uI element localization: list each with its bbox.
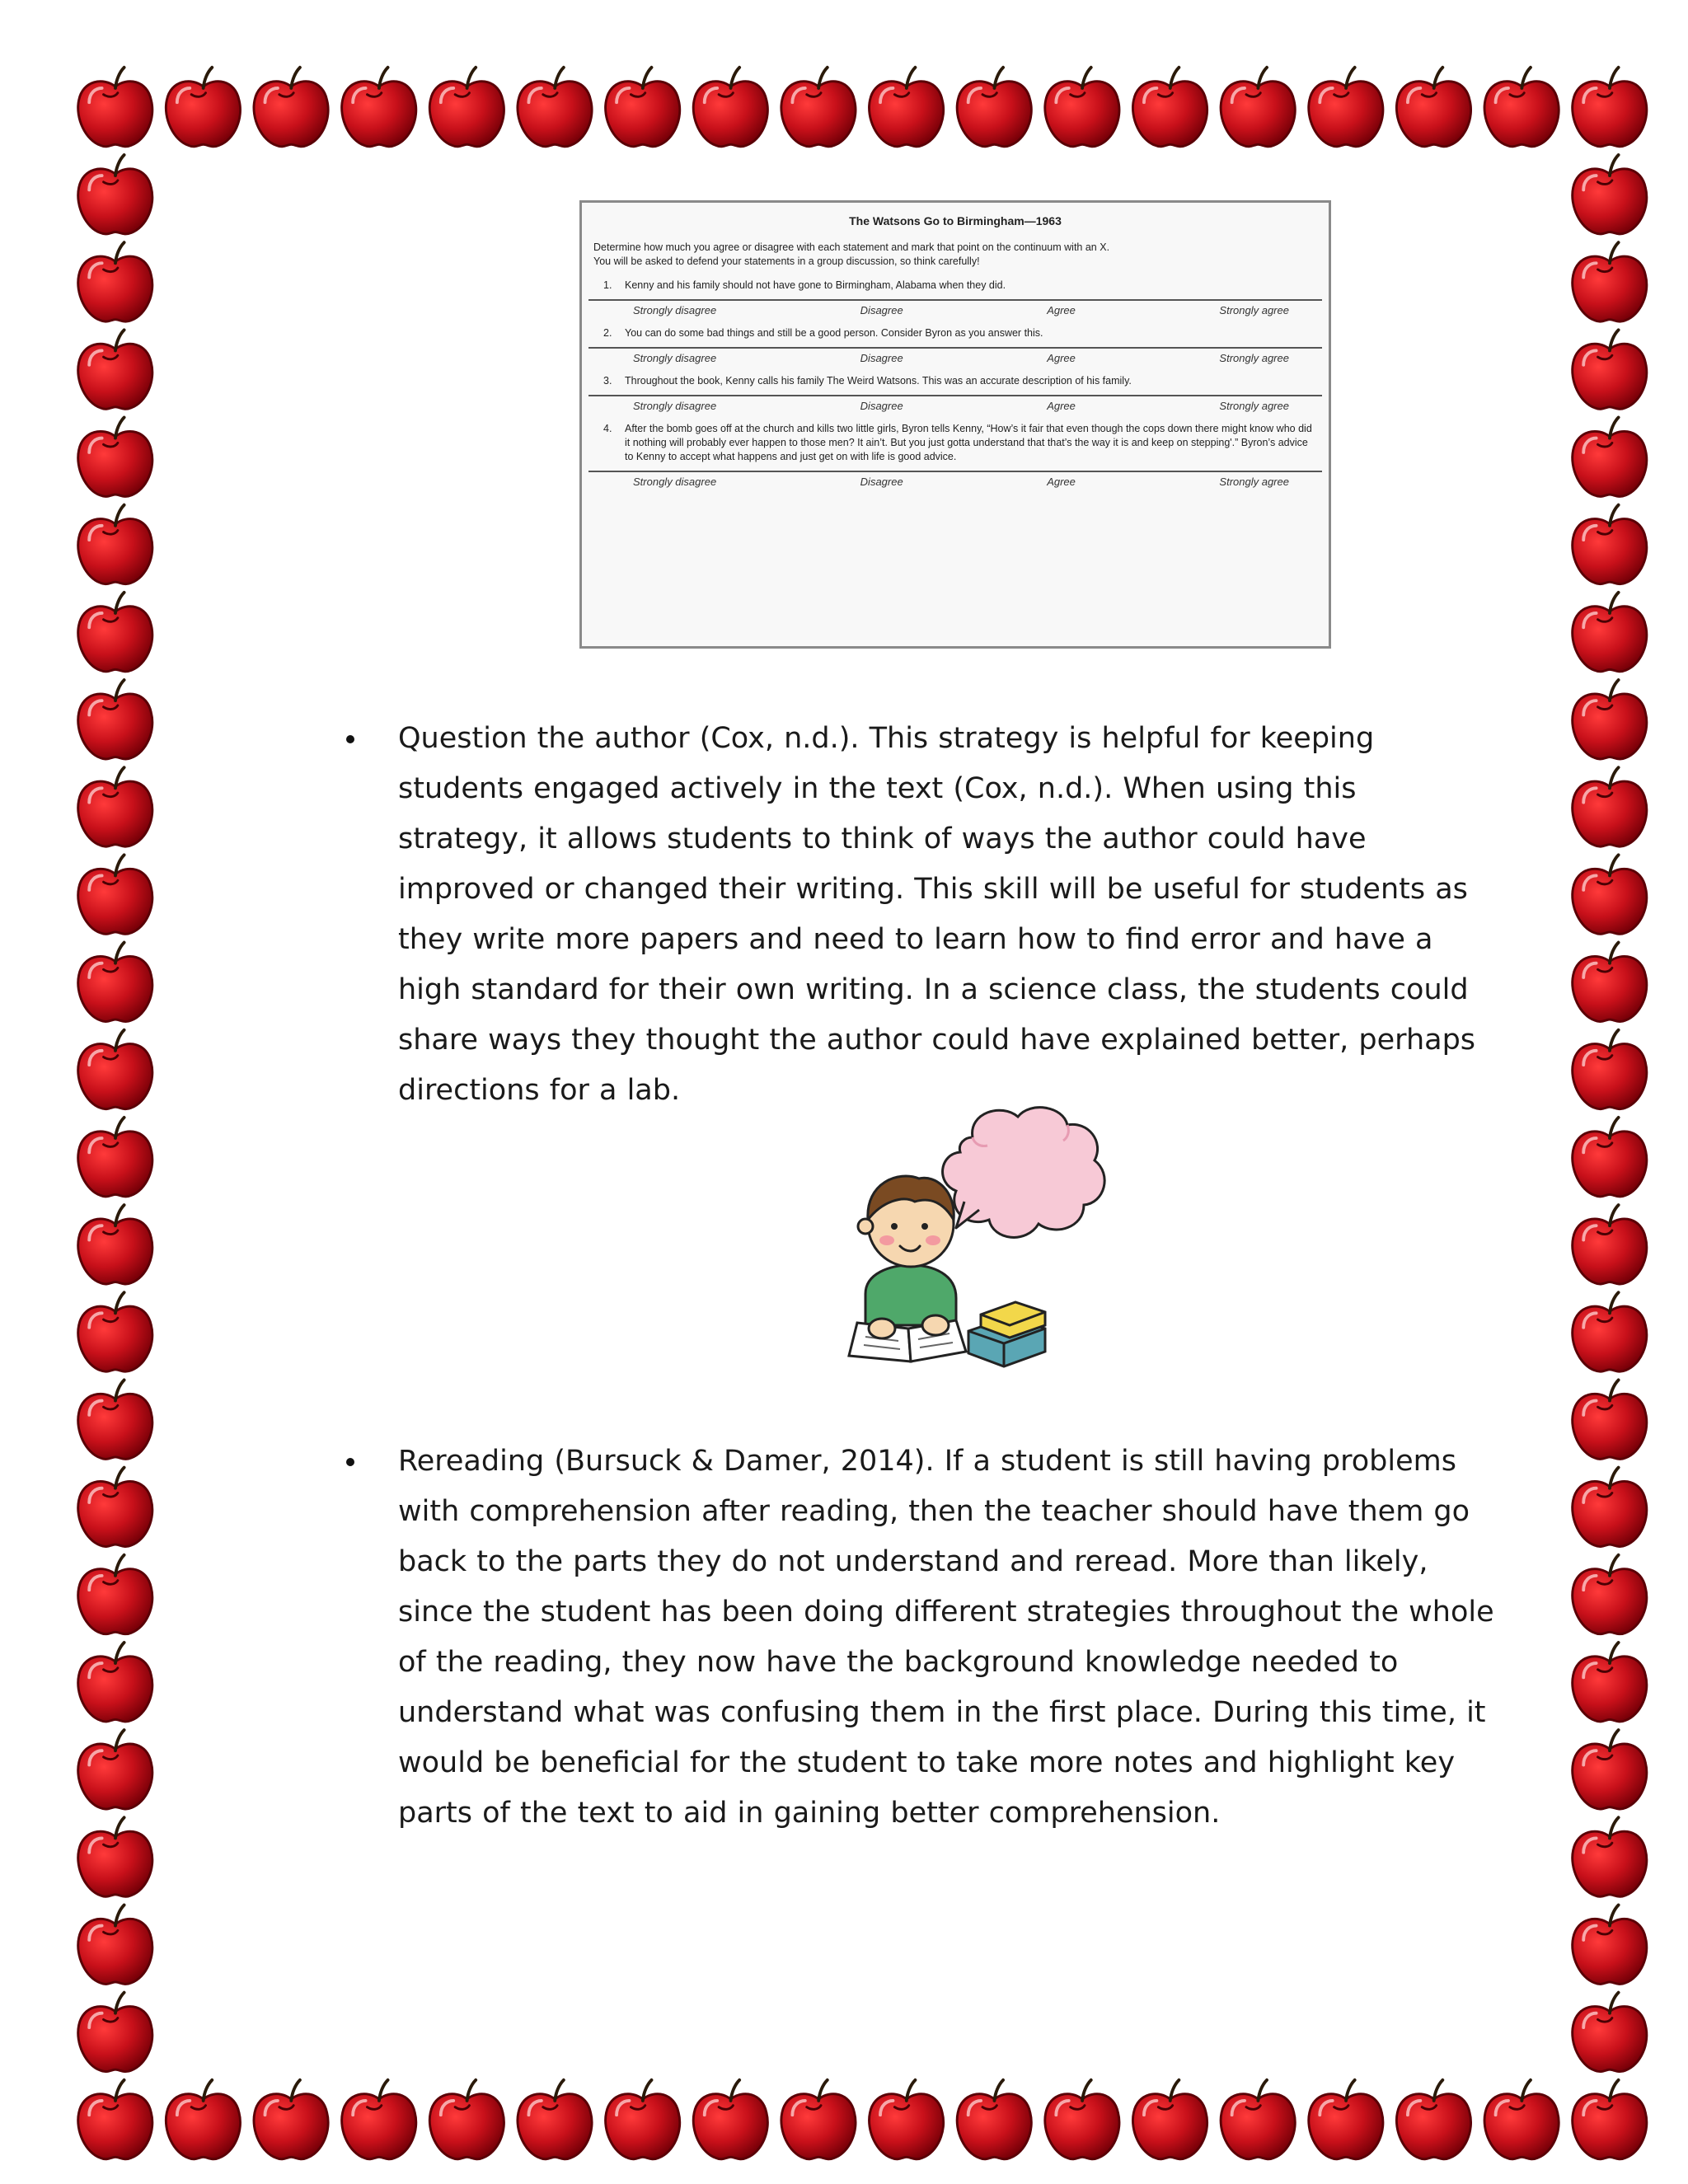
apple-icon — [1573, 1643, 1647, 1722]
question-text: Throughout the book, Kenny calls his family The Weird Watsons. This was an accurate description of his family. — [625, 375, 1132, 387]
scale-disagree: Disagree — [860, 400, 903, 412]
scale-strongly-agree: Strongly agree — [1219, 304, 1289, 316]
apple-icon — [254, 68, 328, 147]
question-number: 4. — [603, 423, 612, 434]
apple-icon — [78, 68, 152, 147]
apple-icon — [1396, 68, 1470, 147]
apple-icon — [781, 2080, 856, 2159]
apple-icon — [518, 2080, 592, 2159]
apple-icon — [342, 2080, 416, 2159]
apple-icon — [1573, 242, 1647, 321]
apple-icon — [1221, 68, 1295, 147]
agreement-scale — [588, 395, 1322, 412]
question-text: You can do some bad things and still be a good person. Consider Byron as you answer this. — [625, 327, 1043, 339]
worksheet-title: The Watsons Go to Birmingham—1963 — [849, 214, 1062, 227]
scale-strongly-disagree: Strongly disagree — [633, 304, 717, 316]
apple-icon — [1396, 2080, 1470, 2159]
apple-icon — [78, 593, 152, 672]
bullet-paragraph: Question the author (Cox, n.d.). This strategy is helpful for keeping students engaged actively in the text (Cox, n.d.). When using this strategy, it allows students to think of ways the author could have improved or changed their writing. This skill will be useful for students as they write more papers and need to learn how to find error and have a high standard for their own writing. In a science class, the students could share ways they thought the author could have explained better, perhaps directions for a lab. — [398, 722, 1476, 1107]
bullet-icon — [346, 1458, 354, 1466]
scale-agree: Agree — [1047, 476, 1076, 488]
apple-icon — [1132, 68, 1207, 147]
apple-icon — [1573, 593, 1647, 672]
apple-icon — [957, 68, 1031, 147]
apple-icon — [1573, 155, 1647, 234]
question-text: Kenny and his family should not have gone to Birmingham, Alabama when they did. — [625, 279, 1006, 291]
worksheet-question — [593, 279, 1317, 293]
apple-icon — [166, 68, 240, 147]
apple-icon — [1573, 1817, 1647, 1896]
worksheet-instruction-line: Determine how much you agree or disagree with each statement and mark that point on the continuum with an X. — [593, 241, 1110, 253]
apple-icon — [1573, 1555, 1647, 1634]
apple-icon — [78, 2080, 152, 2159]
apple-icon — [1045, 68, 1119, 147]
apple-icon — [693, 2080, 767, 2159]
question-number: 3. — [603, 375, 612, 387]
scale-strongly-disagree: Strongly disagree — [633, 400, 717, 412]
apple-icon — [78, 1730, 152, 1809]
apple-icon — [1484, 2080, 1559, 2159]
agreement-scale — [588, 299, 1322, 316]
apple-icon — [1132, 2080, 1207, 2159]
apple-icon — [1573, 68, 1647, 147]
apple-icon — [1573, 1905, 1647, 1985]
apple-icon — [78, 1555, 152, 1634]
apple-icon — [781, 68, 856, 147]
bullet-rereading — [346, 1436, 1500, 1839]
worksheet-question — [593, 326, 1317, 340]
apple-icon — [1573, 1030, 1647, 1109]
apple-icon — [1573, 1292, 1647, 1371]
apple-icon — [1573, 1993, 1647, 2072]
scale-strongly-disagree: Strongly disagree — [633, 476, 717, 488]
apple-icon — [1573, 1205, 1647, 1284]
apple-icon — [1573, 418, 1647, 497]
worksheet-image — [579, 200, 1331, 649]
apple-icon — [78, 1905, 152, 1985]
apple-icon — [78, 1468, 152, 1547]
scale-strongly-agree: Strongly agree — [1219, 400, 1289, 412]
apple-icon — [78, 1205, 152, 1284]
apple-icon — [606, 68, 680, 147]
apple-icon — [78, 943, 152, 1022]
apple-icon — [78, 330, 152, 409]
apple-icon — [1573, 2080, 1647, 2159]
apple-icon — [870, 68, 944, 147]
scale-agree: Agree — [1047, 400, 1076, 412]
apple-icon — [870, 2080, 944, 2159]
worksheet-question — [593, 374, 1317, 388]
apple-icon — [166, 2080, 240, 2159]
apple-icon — [1573, 855, 1647, 934]
apple-icon — [78, 418, 152, 497]
apple-icon — [78, 505, 152, 584]
apple-icon — [1484, 68, 1559, 147]
apple-icon — [342, 68, 416, 147]
apple-icon — [78, 1030, 152, 1109]
apple-icon — [1309, 2080, 1383, 2159]
apple-icon — [1045, 2080, 1119, 2159]
apple-icon — [254, 2080, 328, 2159]
scale-agree: Agree — [1047, 352, 1076, 364]
apple-icon — [78, 680, 152, 759]
question-number: 1. — [603, 279, 612, 291]
apple-icon — [693, 68, 767, 147]
thought-bubble-icon — [943, 1108, 1105, 1238]
apple-icon — [78, 1292, 152, 1371]
boy-icon — [849, 1176, 966, 1361]
apple-icon — [1573, 1380, 1647, 1459]
scale-strongly-disagree: Strongly disagree — [633, 352, 717, 364]
bullet-question-the-author — [346, 714, 1500, 1116]
apple-icon — [78, 767, 152, 846]
apple-icon — [1573, 680, 1647, 759]
apple-icon — [78, 1817, 152, 1896]
scale-disagree: Disagree — [860, 352, 903, 364]
apple-icon — [1221, 2080, 1295, 2159]
apple-icon — [1573, 767, 1647, 846]
apple-icon — [1309, 68, 1383, 147]
scale-strongly-agree: Strongly agree — [1219, 476, 1289, 488]
apple-icon — [957, 2080, 1031, 2159]
apple-icon — [1573, 1118, 1647, 1197]
apple-icon — [78, 1993, 152, 2072]
bullet-paragraph: Rereading (Bursuck & Damer, 2014). If a student is still having problems with comprehension after reading, then the teacher should have them go back to the parts they do not understand and reread. More than likely, since the student has been doing different strategies throughout the whole of the reading, they now have the background knowledge needed to understand what was confusing them in the first place. During this time, it would be beneficial for the student to take more notes and highlight key parts of the text to aid in gaining better comprehension. — [398, 1445, 1494, 1830]
apple-icon — [78, 242, 152, 321]
apple-icon — [78, 1643, 152, 1722]
agreement-scale — [588, 471, 1322, 488]
apple-icon — [1573, 505, 1647, 584]
apple-icon — [1573, 1468, 1647, 1547]
question-number: 2. — [603, 327, 612, 339]
apple-icon — [518, 68, 592, 147]
apple-icon — [1573, 943, 1647, 1022]
apple-icon — [1573, 330, 1647, 409]
scale-disagree: Disagree — [860, 476, 903, 488]
apple-icon — [606, 2080, 680, 2159]
agreement-scale — [588, 347, 1322, 364]
worksheet-instruction-line: You will be asked to defend your statements in a group discussion, so think carefully! — [593, 255, 980, 267]
scale-strongly-agree: Strongly agree — [1219, 352, 1289, 364]
apple-icon — [429, 2080, 504, 2159]
bullet-icon — [346, 735, 354, 743]
question-text: After the bomb goes off at the church and kills two little girls, Byron tells Kenny, “How’s it fair that even though the cops down there might know who did it nothing will probably ever happen to those men? It ain’t. But you just gotta understand that that’s the way it is and keep on stepping'.” Byron’s advice to Kenny to accept what happens and just get on with life is good advice. — [625, 423, 1312, 462]
apple-icon — [78, 155, 152, 234]
worksheet-instructions — [593, 241, 1317, 269]
book-stack-icon — [968, 1302, 1045, 1366]
apple-icon — [78, 1118, 152, 1197]
apple-icon — [1573, 1730, 1647, 1809]
apple-icon — [78, 855, 152, 934]
scale-disagree: Disagree — [860, 304, 903, 316]
apple-icon — [429, 68, 504, 147]
worksheet-question — [593, 422, 1317, 464]
apple-icon — [78, 1380, 152, 1459]
scale-agree: Agree — [1047, 304, 1076, 316]
boy-reading-thinking-illustration — [832, 1104, 1154, 1401]
